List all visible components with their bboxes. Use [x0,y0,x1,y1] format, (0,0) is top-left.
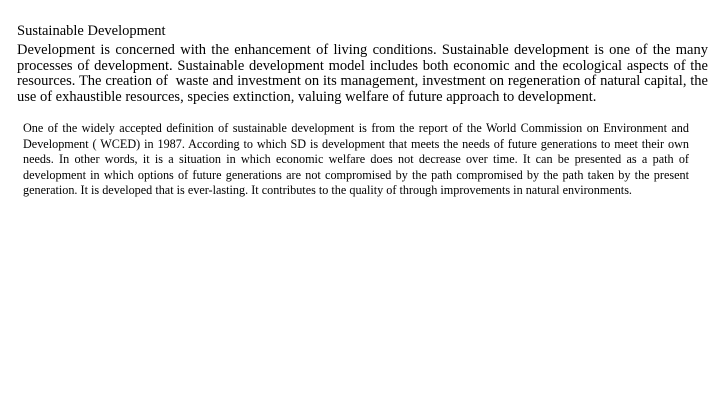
document-title: Sustainable Development [17,23,166,39]
definition-paragraph: One of the widely accepted definition of sustainable development is from the report of the World Commission on Environment and Development ( WCED) in 1987. According to which SD is development that meets the needs of future generations to meet their own needs. In other words, it is a situation in which economic welfare does not decrease over time. It can be presented as a path of development in which options of future generations are not compromised by the path compromised by the path taken by the present generation. It is developed that is ever-lasting. It contributes to the quality of through improvements in natural environments. [23,121,689,198]
intro-paragraph: Development is concerned with the enhancement of living conditions. Sustainable development is one of the many processes of development. Sustainable development model includes both economic and the ecological aspects of the resources. The creation of waste and investment on its management, investment on regeneration of natural capital, the use of exhaustible resources, species extinction, valuing welfare of future approach to development. [17,42,712,105]
